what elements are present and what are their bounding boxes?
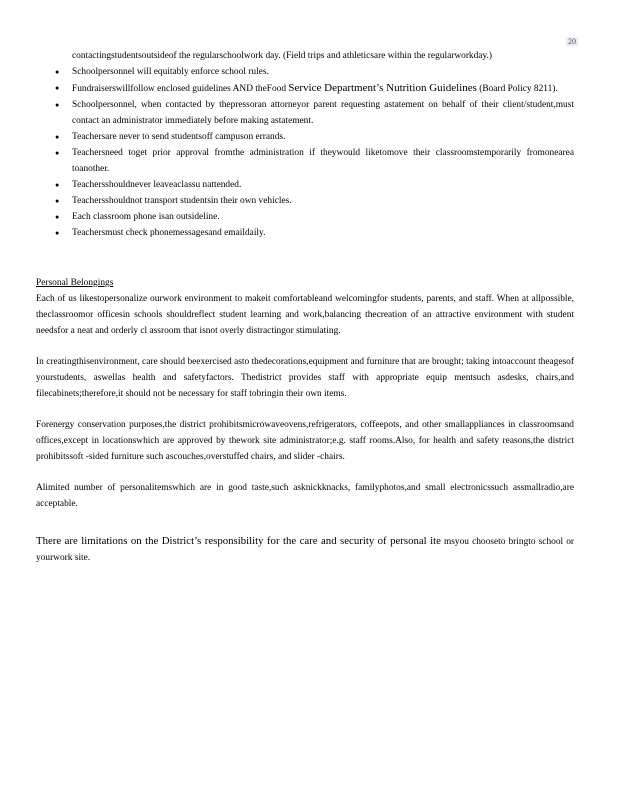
paragraph: Forenergy conservation purposes,the district prohibitsmicrowaveovens,refrigerators, coffeepots, and other smallappliances in classroomsand offices,except in locationswhich are approved by thework site administrator;e.g. staff rooms.Also, for health and safety reasons,the district prohibitssoft -sided furniture such ascouches,overstuffed chairs, and slider -chairs. <box>36 420 574 462</box>
rules-list <box>36 64 574 241</box>
document-body <box>36 48 574 566</box>
paragraph: Alimited number of personalitemswhich are in good taste,such asknickknacks, familyphotos,and small electronicssuch assmallradio,are acceptable. <box>36 483 574 509</box>
list-item: ● Each classroom phone isan outsideline. <box>36 209 574 225</box>
list-item: ● Teachersshouldnot transport studentsin their own vehicles. <box>36 193 574 209</box>
section-title: Personal Belongings <box>36 278 114 288</box>
list-item: ● Teachersneed toget prior approval fromthe administration if theywould liketomove their classroomstemporarily fromonearea toanother. <box>36 145 574 177</box>
closing-paragraph: There are limitations on the District’s responsibility for the care and security of personal ite msyou chooseto bringto school or yourwork site. <box>36 535 575 563</box>
list-item: ● Fundraiserswillfollow enclosed guidelines AND theFood Service Department’s Nutrition Guidelines (Board Policy 8211). <box>36 80 574 97</box>
intro-continuation: contactingstudentsoutsideof the regularschoolwork day. (Field trips and athleticsare within the regularworkday.) <box>72 51 493 61</box>
list-item: ● Teachersmust check phonemessagesand emaildaily. <box>36 225 574 241</box>
paragraph: In creatingthisenvironment, care should beexercised asto thedecorations,equipment and furniture that are brought; taking intoaccount theagesof yourstudents, aswellas health and safetyfactors. Thedistrict provides staff with appropriate equip mentsuch asdesks, chairs,and filecabinets;therefore,it should not be necessary for staff tobringin their own items. <box>36 357 574 399</box>
list-item: ● Schoolpersonnel will equitably enforce school rules. <box>36 64 574 80</box>
list-item: ● Schoolpersonnel, when contacted by thepressoran attorneyor parent requesting astatement on behalf of their client/student,must contact an administrator immediately before making astatement. <box>36 97 574 129</box>
paragraph: Each of us likestopersonalize ourwork environment to makeit comfortableand welcomingfor students, parents, and staff. When at allpossible, theclassroomor officesin schools shouldreflect student learning and work,balancing thecreation of an attractive environment with student needsfor a neat and orderly cl assroom that isnot overly distractingor stimulating. <box>36 294 574 336</box>
page-number: 20 <box>568 37 576 46</box>
list-item: ● Teachersare never to send studentsoff campuson errands. <box>36 129 574 145</box>
list-item: ● Teachersshouldnever leaveaclassu nattended. <box>36 177 574 193</box>
policy-reference: Service Department’s Nutrition Guidelines <box>288 82 477 94</box>
